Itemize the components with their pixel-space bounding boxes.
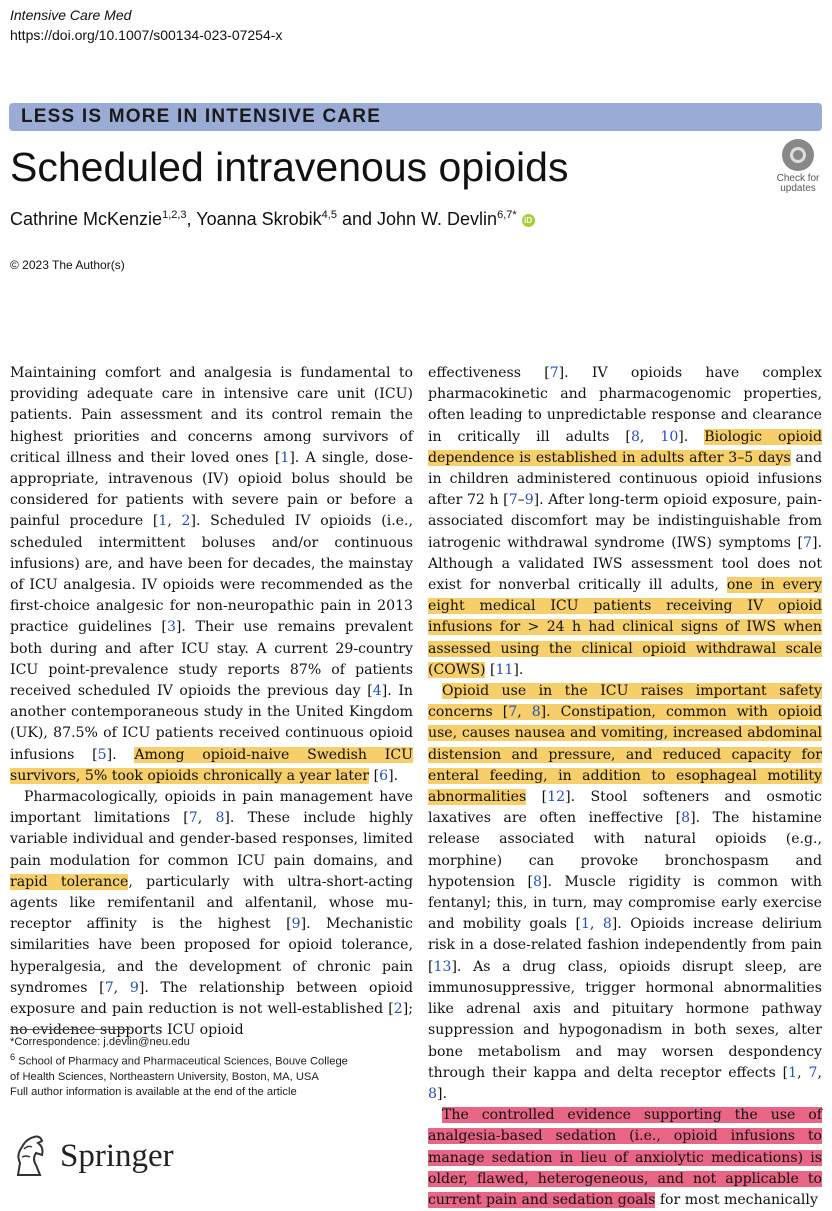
author-affiliation: 4,5: [321, 209, 337, 221]
springer-horse-icon: [10, 1133, 50, 1179]
springer-logo: [10, 1133, 174, 1179]
author-affiliation: 1,2,3: [162, 209, 187, 221]
paragraph: effectiveness [7]. IV opioids have complex pharmacokinetic and pharmacogenomic properties, often leading to unpredictable response and clearance in critically ill adults [8, 10]. Biologic opioid dependence is established in adults after 3–5 days and in children administered continuous opioid infusions after 72 h [7–9]. After long-term opioid exposure, pain-associated discomfort may be indistinguishable from iatrogenic withdrawal syndrome (IWS) symptoms [7]. Although a validated IWS assessment tool does not exist for nonverbal critically ill adults, one in every eight medical ICU patients receiving IV opioid infusions for > 24 h had clinical signs of IWS when assessed using the clinical opioid withdrawal scale (COWS) [11].: [428, 365, 823, 678]
paragraph: Maintaining comfort and analgesia is fundamental to providing adequate care in intensive care unit (ICU) patients. Pain assessment and its control remain the highest priorities and concerns among survivors of critical illness and their loved ones [1]. A single, dose-appropriate, intravenous (IV) opioid bolus should be considered for patients with severe pain or before a painful procedure [1, 2]. Scheduled IV opioids (i.e., scheduled intermittent boluses and/or continuous infusions) are, and have been for decades, the mainstay of ICU analgesia. IV opioids were recommended as the first-choice analgesic for non-neuropathic pain in 2013 practice guidelines [3]. Their use remains prevalent both during and after ICU stay. A current 29-country ICU point-prevalence study reports 87% of patients received scheduled IV opioids the previous day [4]. In another contemporaneous study in the United Kingdom (UK), 87.5% of ICU patients received continuous opioid infusions [5]. Among opioid-naive Swedish ICU survivors, 5% took opioids chronically a year later [6].: [10, 365, 414, 784]
orcid-icon[interactable]: iD: [522, 214, 535, 227]
journal-name: Intensive Care Med: [10, 7, 132, 23]
article-title: Scheduled intravenous opioids: [10, 144, 569, 190]
full-author-info-note: Full author information is available at the end of the article: [10, 1085, 297, 1098]
section-label: LESS IS MORE IN INTENSIVE CARE: [21, 106, 382, 127]
author-name: John W. Devlin: [377, 209, 498, 229]
author-list: Cathrine McKenzie$^{1,2,3}$, Yoanna Skrobik$^{4,5}$ and John W. Devlin$^{6,7*}$ iD: [10, 209, 535, 230]
author-name: Cathrine McKenzie: [10, 209, 163, 229]
paragraph: Pharmacologically, opioids in pain management have important limitations [7, 8]. These include highly variable individual and gender-based responses, limited pain modulation for common ICU pain domains, and rapid tolerance, particularly with ultra-short-acting agents like remifentanil and alfentanil, whose mu-receptor affinity is the highest [9]. Mechanistic similarities have been proposed for opioid tolerance, hyperalgesia, and the development of chronic pain syndromes [7, 9]. The relationship between opioid exposure and pain reduction is not well-established [2]; no evidence supports ICU opioid: [10, 789, 414, 1039]
copyright-notice: © 2023 The Author(s): [10, 258, 125, 272]
check-for-updates-badge[interactable]: [772, 139, 824, 194]
author-affiliation: 6,7*: [497, 209, 517, 221]
body-column-right: [428, 363, 822, 1211]
journal-header: [10, 5, 282, 45]
paragraph: The controlled evidence supporting the use of analgesia-based sedation (i.e., opioid infusions to manage sedation in lieu of anxiolytic medications) is older, flawed, heterogeneous, and not applicable to current pain and sedation goals for most mechanically: [428, 1107, 822, 1208]
badge-line-1: Check for: [776, 173, 820, 184]
author-name: Yoanna Skrobik: [196, 209, 322, 229]
paragraph: Opioid use in the ICU raises important safety concerns [7, 8]. Constipation, common with opioid use, causes nausea and vomiting, increased abdominal distension and pressure, and reduced capacity for enteral feeding, in addition to esophageal motility abnormalities [12]. Stool softeners and osmotic laxatives are often ineffective [8]. The histamine release associated with natural opioids (e.g., morphine) can provoke bronchospasm and hypotension [8]. Muscle rigidity is common with fentanyl; this, in turn, may compromise early exercise and mobility goals [1, 8]. Opioids increase delirium risk in a dose-related fashion independently from pain [13]. As a drug class, opioids disrupt sleep, are immunosuppressive, trigger hormonal abnormalities like adrenal axis and pituitary hormone pathway suppression and hypogonadism in both sexes, alter bone metabolism and may worsen despondency through their kappa and delta receptor effects [1, 7, 8].: [428, 683, 823, 1102]
footnote-divider: [10, 1029, 130, 1030]
footnotes: [10, 1035, 348, 1100]
affiliation-note-cont: of Health Sciences, Northeastern University, Boston, MA, USA: [10, 1070, 319, 1083]
correspondence-note: *Correspondence: j.devlin@neu.edu: [10, 1036, 190, 1048]
doi-link[interactable]: https://doi.org/10.1007/s00134-023-07254-x: [10, 27, 283, 43]
publisher-name: Springer: [60, 1137, 174, 1174]
body-column-left: [10, 363, 413, 1042]
check-updates-icon: [782, 139, 814, 171]
affiliation-note: $^6$ School of Pharmacy and Pharmaceutical Sciences, Bouve College: [10, 1052, 348, 1068]
badge-line-2: updates: [780, 183, 816, 194]
section-label-bar: [9, 103, 822, 131]
